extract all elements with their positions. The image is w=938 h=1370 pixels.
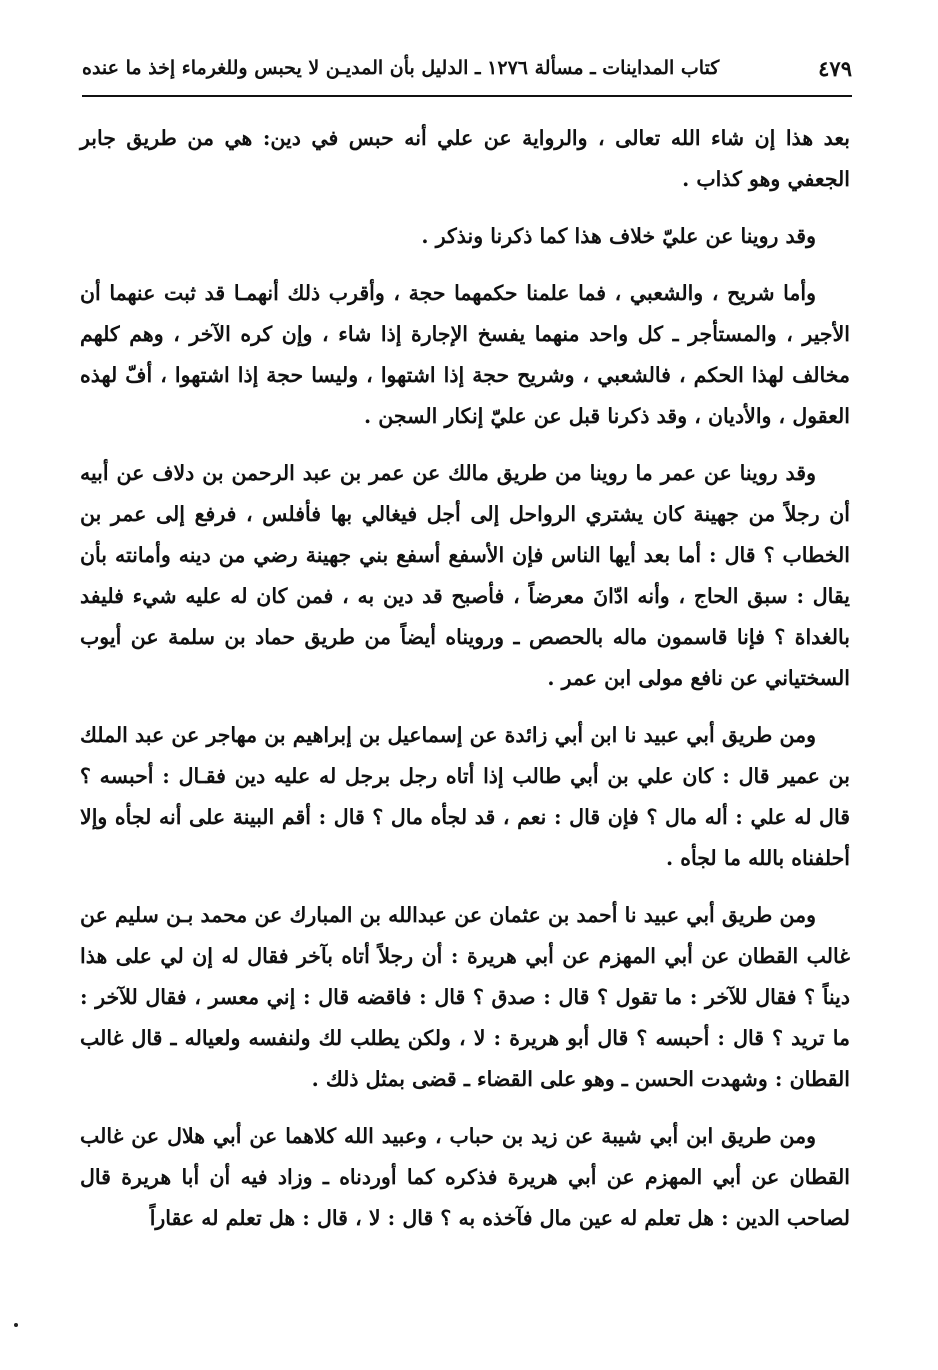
header-rule <box>82 95 852 97</box>
paragraph: ومن طريق ابن أبي شيبة عن زيد بن حباب ، وعبيد الله كلاهما عن أبي هلال عن غالب القطان عن أبي المهزم عن أبي هريرة فذكره كما أوردناه ـ وزاد فيه أن أبا هريرة قال لصاحب الدين : هل تعلم له عين مال فآخذه به ؟ قال : لا ، قال : هل تعلم له عقاراً <box>80 1124 850 1230</box>
running-title: كتاب المداينات ـ مسألة ١٢٧٦ ـ الدليل بأن المديـن لا يحبس وللغرماء إخذ ما عنده <box>82 57 720 79</box>
paragraph: وقد روينا عن عليّ خلاف هذا كما ذكرنا ونذكر . <box>421 224 816 248</box>
paragraph: ومن طريق أبي عبيد نا ابن أبي زائدة عن إسماعيل بن إبراهيم بن مهاجر عن عبد الملك بن عمير قال : كان علي بن أبي طالب إذا أتاه رجل برجل له عليه دين فقـال : أحبسه ؟ قال له علي : أله مال ؟ فإن قال : نعم ، قد لجأه مال ؟ قال : أقم البينة على أنه لجأه وإلا أحلفناه بالله ما لجأه . <box>80 723 850 870</box>
paragraph: وقد روينا عن عمر ما روينا من طريق مالك عن عمر بن عبد الرحمن بن دلاف عن أبيه أن رجلاً من جهينة كان يشتري الرواحل إلى أجل فيغالي بها فأفلس ، فرفع إلى عمر بن الخطاب ؟ قال : أما بعد أيها الناس فإن الأسفع أسفع بني جهينة رضي من دينه وأمانته بأن يقال : سبق الحاج ، وأنه ادّانَ معرضاً ، فأصبح قد دين به ، فمن كان له عليه شيء فليفد بالغداة ؟ فإنا قاسمون ماله بالحصص ـ ورويناه أيضاً من طريق حماد بن سلمة عن أيوب السختياني عن نافع مولى ابن عمر . <box>80 461 850 690</box>
paragraph: ومن طريق أبي عبيد نا أحمد بن عثمان عن عبدالله بن المبارك عن محمد بـن سليم عن غالب القطان عن أبي المهزم عن أبي هريرة : أن رجلاً أتاه بآخر فقال له إن لي على هذا ديناً ؟ فقال للآخر : ما تقول ؟ قال : صدق ؟ قال : فاقضه قال : إني معسر ، فقال للآخر : ما تريد ؟ قال : أحبسه ؟ قال أبو هريرة : لا ، ولكن يطلب لك ولنفسه ولعياله ـ قال غالب القطان : وشهدت الحسن ـ وهو على القضاء ـ قضى بمثل ذلك . <box>80 903 850 1091</box>
page-number: ٤٧٩ <box>818 55 852 81</box>
body-text <box>80 118 850 1255</box>
scan-speck <box>14 1323 18 1327</box>
page-header <box>82 48 852 88</box>
paragraph: بعد هذا إن شاء الله تعالى ، والرواية عن علي أنه حبس في دين: هي من طريق جابر الجعفي وهو كذاب . <box>80 126 850 191</box>
paragraph: وأما شريح ، والشعبي ، فما علمنا حكمهما حجة ، وأقرب ذلك أنهمـا قد ثبت عنهما أن الأجير ، والمستأجر ـ كل واحد منهما يفسخ الإجارة إذا شاء ، وإن كره الآخر ، وهم كلهم مخالف لهذا الحكم ، فالشعبي ، وشريح حجة إذا اشتهوا ، وليسا حجة إذا اشتهوا ، أفّ لهذه العقول ، والأديان ، وقد ذكرنا قبل عن عليّ إنكار السجن . <box>80 281 850 428</box>
